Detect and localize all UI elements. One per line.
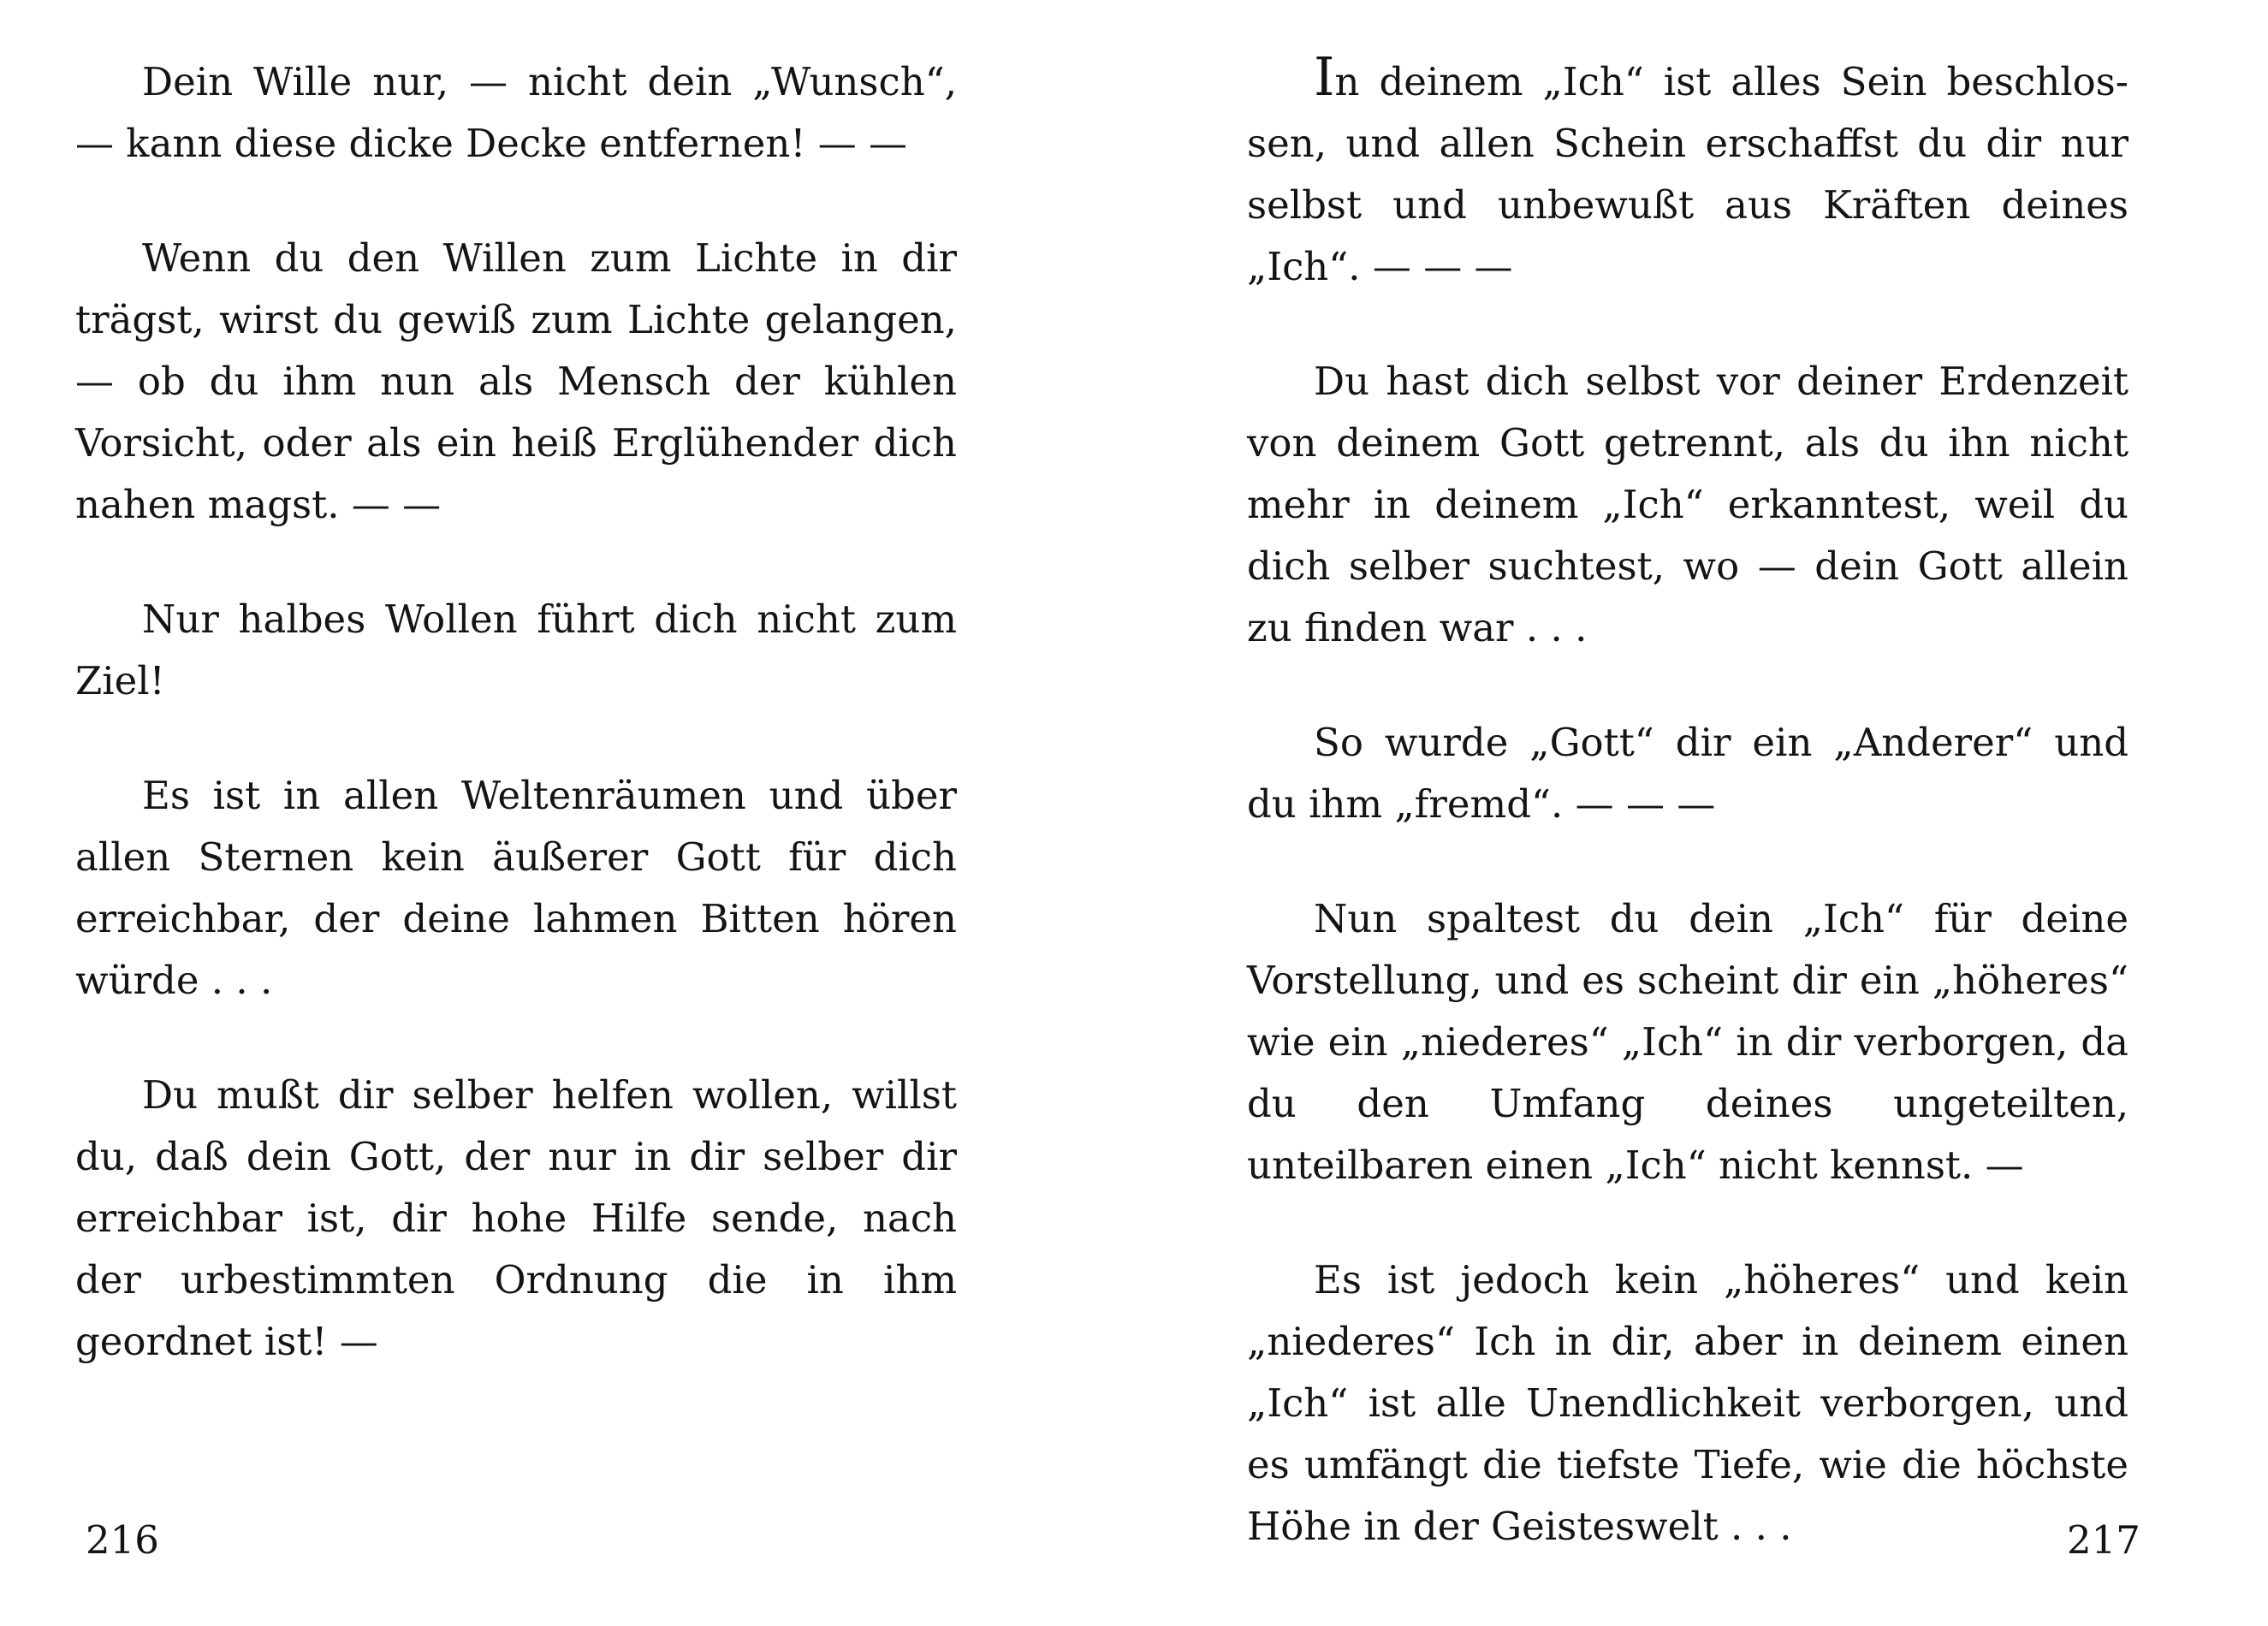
paragraph: Wenn du den Willen zum Lichte in dir trägst, wirst du gewiß zum Lichte gelangen, — ob du ihm nun als Mensch der kühlen Vorsicht, oder als ein heiß Erglühender dich nahen magst. — — xyxy=(75,235,957,527)
page-number: 216 xyxy=(86,1517,159,1563)
page-number: 217 xyxy=(2067,1517,2140,1563)
paragraph: Es ist in allen Weltenräumen und über allen Sternen kein äußerer Gott für dich erreichbar, der deine lahmen Bitten hören würde . . . xyxy=(75,773,957,1003)
paragraph: Es ist jedoch kein „höheres“ und kein „niederes“ Ich in dir, aber in deinem einen „Ich“ ist alle Unendlichkeit verborgen, und es umfängt die tiefste Tiefe, wie die höchste Höhe in der Geisteswelt . . . xyxy=(1247,1257,2128,1549)
initial-letter: I xyxy=(1314,45,1335,108)
right-page xyxy=(1134,0,2268,1626)
paragraph: Du hast dich selbst vor deiner Erdenzeit von deinem Gott getrennt, als du ihn nicht mehr in deinem „Ich“ erkanntest, weil du dich selber suchtest, wo — dein Gott allein zu finden war . . . xyxy=(1247,359,2128,650)
paragraph: Dein Wille nur, — nicht dein „Wunsch“, — kann diese dicke Decke entfernen! — — xyxy=(75,59,957,166)
paragraph: Nun spaltest du dein „Ich“ für deine Vorstellung, und es scheint dir ein „höheres“ wie ein „niederes“ „Ich“ in dir verborgen, da du den Umfang deines ungeteilten, unteilbaren einen „Ich“ nicht kennst. — xyxy=(1247,896,2128,1188)
left-page-text xyxy=(75,51,957,1373)
paragraph: So wurde „Gott“ dir ein „Anderer“ und du ihm „fremd“. — — — xyxy=(1247,720,2128,827)
paragraph-text: n deinem „Ich“ ist alles Sein beschlossen, und allen Schein erschaffst du dir nur selbst und unbewußt aus Kräften deines „Ich“. — — — xyxy=(1247,59,2128,289)
paragraph: Du mußt dir selber helfen wollen, willst du, daß dein Gott, der nur in dir selber dir erreichbar ist, dir hohe Hilfe sende, nach der urbestimmten Ordnung die in ihm geordnet ist! — xyxy=(75,1072,957,1364)
right-page-text xyxy=(1247,45,2128,1558)
paragraph: Nur halbes Wollen führt dich nicht zum Ziel! xyxy=(75,596,957,703)
paragraph xyxy=(1247,45,2128,298)
